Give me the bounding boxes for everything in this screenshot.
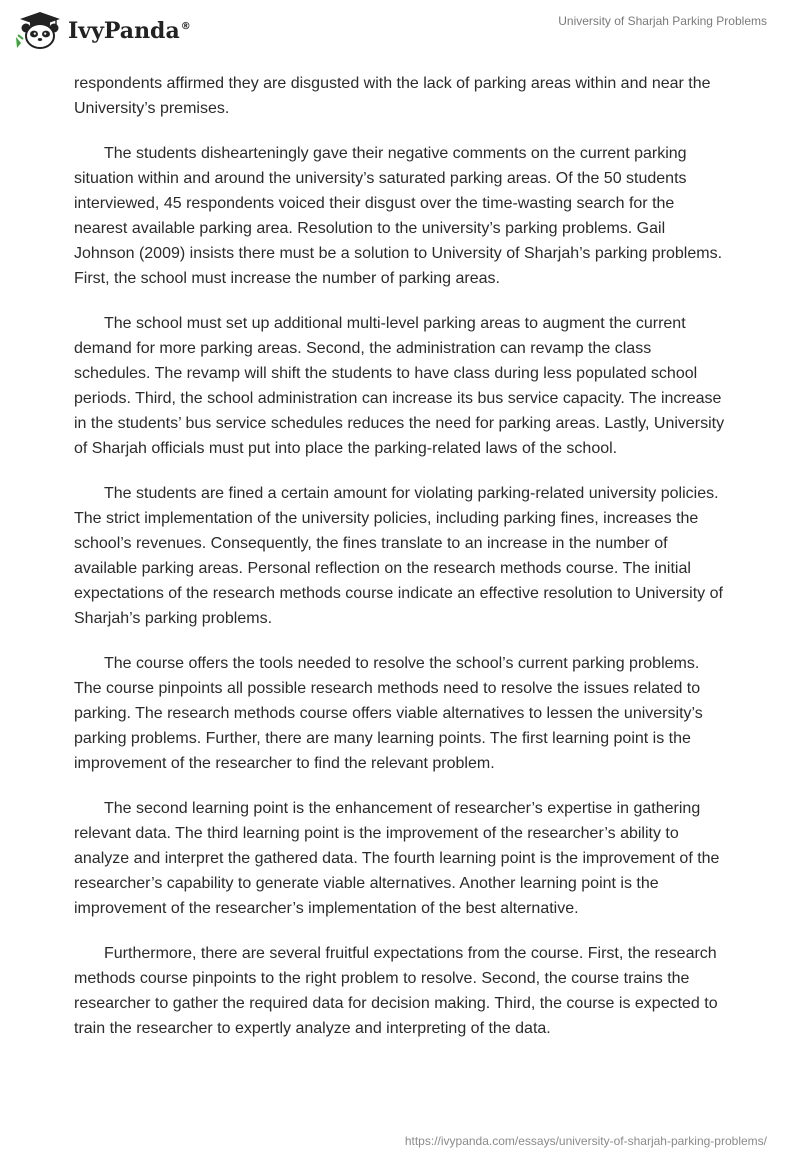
page-header [0,0,800,62]
brand-name: IvyPanda® [68,18,191,44]
source-url[interactable]: https://ivypanda.com/essays/university-of-sharjah-parking-problems/ [404,1134,767,1148]
paragraph: The students dishearteningly gave their negative comments on the current parking situation within and around the university’s saturated parking areas. Of the 50 students interviewed, 45 respondents voiced their disgust over the time-wasting search for the nearest available parking area. Resolution to the university’s parking problems. Gail Johnson (2009) insists there must be a solution to University of Sharjah’s parking problems. First, the school must increase the number of parking areas. [74,145,723,287]
document-title: University of Sharjah Parking Problems [558,14,767,28]
paragraph: The school must set up additional multi-level parking areas to augment the current demand for more parking areas. Second, the administration can revamp the class schedules. The revamp will shift the students to have class during less populated school periods. Third, the school administration can increase its bus service capacity. The increase in the students’ bus service schedules reduces the need for parking areas. Lastly, University of Sharjah officials must put into place the parking-related laws of the school. [74,315,725,457]
paragraph: Furthermore, there are several fruitful expectations from the course. First, the research methods course pinpoints to the right problem to resolve. Second, the course trains the researcher to gather the required data for decision making. Third, the course is expected to train the researcher to expertly analyze and interpreting of the data. [74,945,718,1037]
paragraph: The students are fined a certain amount for violating parking-related university policies. The strict implementation of the university policies, including parking fines, increases the school’s revenues. Consequently, the fines translate to an increase in the number of available parking areas. Personal reflection on the research methods course. The initial expectations of the research methods course indicate an effective resolution to University of Sharjah’s parking problems. [74,485,723,627]
ivypanda-logo[interactable] [14,10,191,50]
paragraph: respondents affirmed they are disgusted with the lack of parking areas within and near the University’s premises. [74,75,711,117]
panda-graduate-icon [14,10,66,50]
paragraph: The course offers the tools needed to resolve the school’s current parking problems. The course pinpoints all possible research methods need to resolve the issues related to parking. The research methods course offers viable alternatives to lessen the university’s parking problems. Further, there are many learning points. The first learning point is the improvement of the researcher to find the relevant problem. [74,655,703,772]
paragraph: The second learning point is the enhancement of researcher’s expertise in gathering relevant data. The third learning point is the improvement of the researcher’s ability to analyze and interpret the gathered data. The fourth learning point is the improvement of the researcher’s capability to generate viable alternatives. Another learning point is the improvement of the researcher’s implementation of the best alternative. [74,800,720,917]
essay-body [74,71,730,1061]
registered-mark: ® [180,21,191,32]
